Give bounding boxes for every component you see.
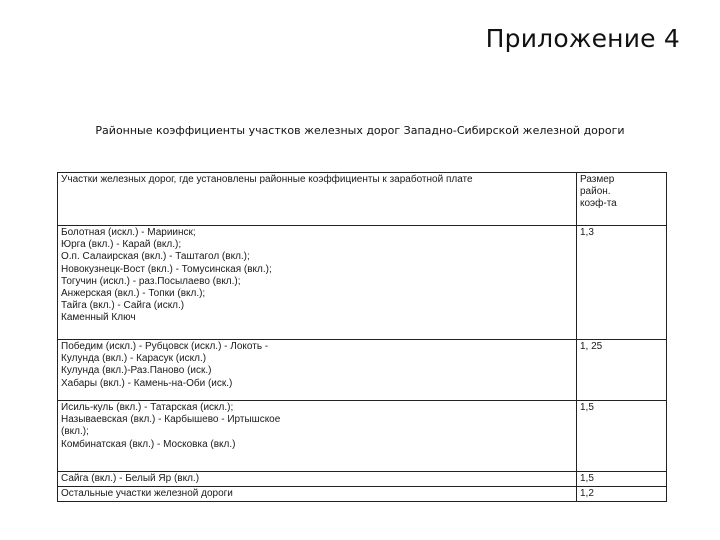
table-row — [58, 401, 667, 472]
coefficient-cell — [577, 401, 667, 472]
header-size-line: коэф-та — [580, 198, 617, 210]
section-line: Кулунда (вкл.)-Раз.Паново (иск.) — [61, 365, 212, 377]
header-size-line: район. — [580, 186, 611, 198]
section-line: Сайга (вкл.) - Белый Яр (вкл.) — [61, 473, 200, 484]
coefficient-cell — [577, 472, 667, 487]
document-title: Районные коэффициенты участков железных дорог Западно-Сибирской железной дороги — [95, 124, 625, 137]
coefficient-value: 1,5 — [580, 402, 594, 413]
coefficient-value: 1,3 — [580, 227, 594, 238]
section-line: Анжерская (вкл.) - Топки (вкл.); — [61, 288, 206, 300]
section-line: (вкл.); — [61, 426, 89, 438]
coefficient-value: 1,5 — [580, 473, 594, 484]
table-row — [58, 472, 667, 487]
section-line: Тайга (вкл.) - Сайга (искл.) — [61, 300, 185, 312]
section-line: Победим (искл.) - Рубцовск (искл.) - Локоть - — [61, 341, 269, 352]
coefficient-cell — [577, 226, 667, 340]
section-line: Хабары (вкл.) - Камень-на-Оби (иск.) — [61, 377, 233, 389]
header-size-cell — [577, 173, 667, 226]
header-sections-text: Участки железных дорог, где установлены районные коэффициенты к заработной плате — [61, 174, 473, 185]
section-line: О.п. Салаирская (вкл.) - Таштагол (вкл.); — [61, 251, 250, 263]
header-size-line: Размер — [580, 174, 615, 185]
section-line: Остальные участки железной дороги — [61, 488, 233, 500]
table-row — [58, 226, 667, 340]
table-header-row — [58, 173, 667, 226]
coefficient-cell — [577, 487, 667, 502]
section-line: Комбинатская (вкл.) - Московка (вкл.) — [61, 438, 236, 450]
sections-cell — [58, 340, 577, 401]
table-row — [58, 487, 667, 502]
table-row — [58, 340, 667, 401]
section-line: Называевская (вкл.) - Карбышево - Иртышское — [61, 414, 281, 426]
header-sections-cell — [58, 173, 577, 226]
sections-cell — [58, 401, 577, 472]
section-line: Кулунда (вкл.) - Карасук (искл.) — [61, 353, 207, 365]
sections-cell — [58, 472, 577, 487]
section-line: Каменный Ключ — [61, 312, 136, 324]
sections-cell — [58, 487, 577, 502]
coefficient-value: 1,2 — [580, 488, 594, 500]
appendix-label: Приложение 4 — [485, 24, 680, 53]
section-line: Исиль-куль (вкл.) - Татарская (искл.); — [61, 402, 234, 413]
coefficients-table — [57, 172, 667, 502]
coefficient-cell — [577, 340, 667, 401]
section-line: Тогучин (искл.) - раз.Посылаево (вкл.); — [61, 275, 241, 287]
sections-cell — [58, 226, 577, 340]
coefficient-value: 1, 25 — [580, 341, 603, 352]
section-line: Болотная (искл.) - Мариинск; — [61, 227, 196, 238]
section-line: Новокузнецк-Вост (вкл.) - Томусинская (вкл.); — [61, 263, 272, 275]
section-line: Юрга (вкл.) - Карай (вкл.); — [61, 239, 182, 251]
